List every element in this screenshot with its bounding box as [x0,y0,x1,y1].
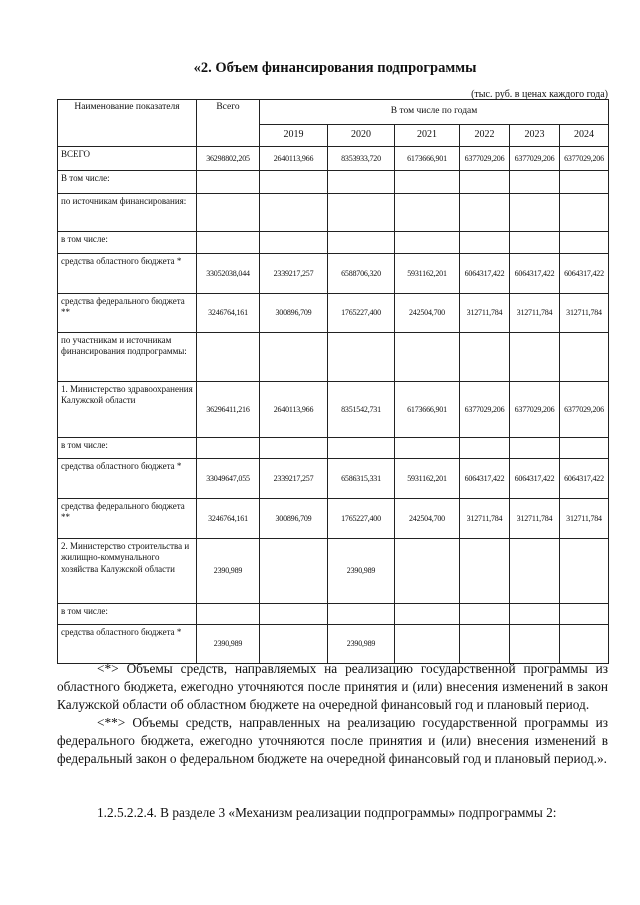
footnote-regional: <*> Объемы средств, направляемых на реализацию государственной программы из областного бюджета, ежегодно уточняются после принятия и (или) внесения изменений в закон Калужской области об областном бюджете на очередной финансовый год и плановый период. [57,661,608,712]
row-value-2022 [460,604,510,625]
row-value-2023 [510,539,560,604]
table-row [58,232,609,254]
row-value-2019: 2640113,966 [260,382,328,438]
row-value-2023 [510,604,560,625]
row-value-2019 [260,333,328,382]
table-row [58,254,609,294]
row-total: 33049647,055 [197,459,260,499]
table-row [58,604,609,625]
row-label: в том числе: [58,438,197,459]
row-value-2024 [560,194,609,232]
row-value-2019 [260,625,328,664]
row-label: по участникам и источникам финансирования подпрограммы: [58,333,197,382]
row-label: ВСЕГО [58,147,197,171]
row-value-2023: 6064317,422 [510,459,560,499]
row-label: В том числе: [58,171,197,194]
row-value-2021: 5931162,201 [395,254,460,294]
table-row [58,539,609,604]
row-value-2021 [395,333,460,382]
table-row [58,438,609,459]
table-row [58,294,609,333]
row-value-2023: 6377029,206 [510,147,560,171]
row-value-2019: 2339217,257 [260,459,328,499]
row-label: в том числе: [58,232,197,254]
row-value-2022 [460,171,510,194]
row-value-2020: 6586315,331 [328,459,395,499]
row-total [197,232,260,254]
row-label: средства федерального бюджета ** [58,499,197,539]
table-row [58,147,609,171]
row-value-2021 [395,194,460,232]
row-value-2023 [510,232,560,254]
row-value-2024 [560,604,609,625]
row-value-2020: 8353933,720 [328,147,395,171]
header-year-2022: 2022 [460,125,510,147]
header-year-2021: 2021 [395,125,460,147]
row-total: 3246764,161 [197,294,260,333]
row-value-2020: 6588706,320 [328,254,395,294]
header-year-2023: 2023 [510,125,560,147]
section-paragraph: 1.2.5.2.2.4. В разделе 3 «Механизм реализации подпрограммы» подпрограммы 2: [97,805,557,820]
row-label: 1. Министерство здравоохранения Калужской области [58,382,197,438]
header-year-2020: 2020 [328,125,395,147]
row-value-2020: 2390,989 [328,539,395,604]
row-value-2020 [328,171,395,194]
row-value-2020 [328,333,395,382]
row-value-2020: 1765227,400 [328,499,395,539]
row-value-2020 [328,604,395,625]
row-label: средства областного бюджета * [58,625,197,664]
row-total: 2390,989 [197,625,260,664]
row-value-2024: 6064317,422 [560,459,609,499]
row-total [197,438,260,459]
table-row [58,171,609,194]
row-value-2020 [328,232,395,254]
row-value-2019 [260,438,328,459]
table-row [58,194,609,232]
row-value-2019 [260,194,328,232]
row-value-2022 [460,194,510,232]
page-title: «2. Объем финансирования подпрограммы [193,60,477,76]
row-value-2023: 312711,784 [510,499,560,539]
row-value-2023 [510,438,560,459]
row-value-2022 [460,539,510,604]
row-value-2022 [460,333,510,382]
row-value-2019 [260,604,328,625]
row-value-2023: 312711,784 [510,294,560,333]
row-total: 33052038,044 [197,254,260,294]
row-value-2024: 312711,784 [560,499,609,539]
table-row [58,625,609,664]
table-row [58,499,609,539]
row-value-2021: 242504,700 [395,294,460,333]
row-value-2022 [460,625,510,664]
header-total: Всего [197,100,260,147]
row-value-2021: 242504,700 [395,499,460,539]
row-value-2021 [395,625,460,664]
row-label: в том числе: [58,604,197,625]
row-value-2024 [560,625,609,664]
row-value-2024 [560,171,609,194]
row-label: 2. Министерство строительства и жилищно-коммунального хозяйства Калужской области [58,539,197,604]
row-value-2022 [460,232,510,254]
row-value-2023: 6064317,422 [510,254,560,294]
row-value-2024: 6064317,422 [560,254,609,294]
row-total [197,604,260,625]
row-total [197,333,260,382]
row-value-2023 [510,333,560,382]
row-value-2019: 300896,709 [260,294,328,333]
row-value-2020 [328,438,395,459]
footnotes [57,660,608,768]
row-value-2020: 2390,989 [328,625,395,664]
row-value-2023 [510,625,560,664]
row-value-2021 [395,171,460,194]
row-value-2024 [560,232,609,254]
row-value-2019: 300896,709 [260,499,328,539]
header-years-group: В том числе по годам [260,100,609,125]
row-value-2024 [560,333,609,382]
table-row [58,333,609,382]
row-value-2021 [395,232,460,254]
row-total: 36298802,205 [197,147,260,171]
row-value-2022: 6377029,206 [460,147,510,171]
row-label: средства областного бюджета * [58,254,197,294]
row-value-2023: 6377029,206 [510,382,560,438]
row-total [197,171,260,194]
row-value-2024: 312711,784 [560,294,609,333]
row-value-2020: 8351542,731 [328,382,395,438]
row-value-2019 [260,539,328,604]
row-value-2022: 6377029,206 [460,382,510,438]
row-value-2022: 6064317,422 [460,459,510,499]
row-value-2023 [510,171,560,194]
row-value-2024: 6377029,206 [560,147,609,171]
footnote-federal: <**> Объемы средств, направленных на реализацию государственной программы из федерального бюджета, ежегодно уточняются после принятия и (или) внесения изменений в федеральный закон о федеральном бюджете на очередной финансовый год и плановый период.». [57,715,608,766]
table-row [58,459,609,499]
header-year-2019: 2019 [260,125,328,147]
financing-table [57,99,609,664]
row-value-2021: 6173666,901 [395,382,460,438]
row-value-2024 [560,438,609,459]
row-value-2022 [460,438,510,459]
row-value-2021: 6173666,901 [395,147,460,171]
row-label: по источникам финансирования: [58,194,197,232]
header-name: Наименование показателя [58,100,197,147]
row-value-2021 [395,604,460,625]
row-label: средства областного бюджета * [58,459,197,499]
row-label: средства федерального бюджета ** [58,294,197,333]
header-year-2024: 2024 [560,125,609,147]
row-value-2021 [395,438,460,459]
row-total: 2390,989 [197,539,260,604]
table-row [58,382,609,438]
row-value-2022: 312711,784 [460,499,510,539]
row-value-2021 [395,539,460,604]
row-total: 3246764,161 [197,499,260,539]
row-value-2024: 6377029,206 [560,382,609,438]
row-value-2024 [560,539,609,604]
row-value-2020 [328,194,395,232]
row-value-2022: 312711,784 [460,294,510,333]
row-value-2019: 2339217,257 [260,254,328,294]
row-total: 36296411,216 [197,382,260,438]
row-value-2021: 5931162,201 [395,459,460,499]
units-note: (тыс. руб. в ценах каждого года) [471,89,608,100]
row-value-2019: 2640113,966 [260,147,328,171]
row-total [197,194,260,232]
row-value-2020: 1765227,400 [328,294,395,333]
row-value-2019 [260,171,328,194]
row-value-2023 [510,194,560,232]
row-value-2022: 6064317,422 [460,254,510,294]
row-value-2019 [260,232,328,254]
